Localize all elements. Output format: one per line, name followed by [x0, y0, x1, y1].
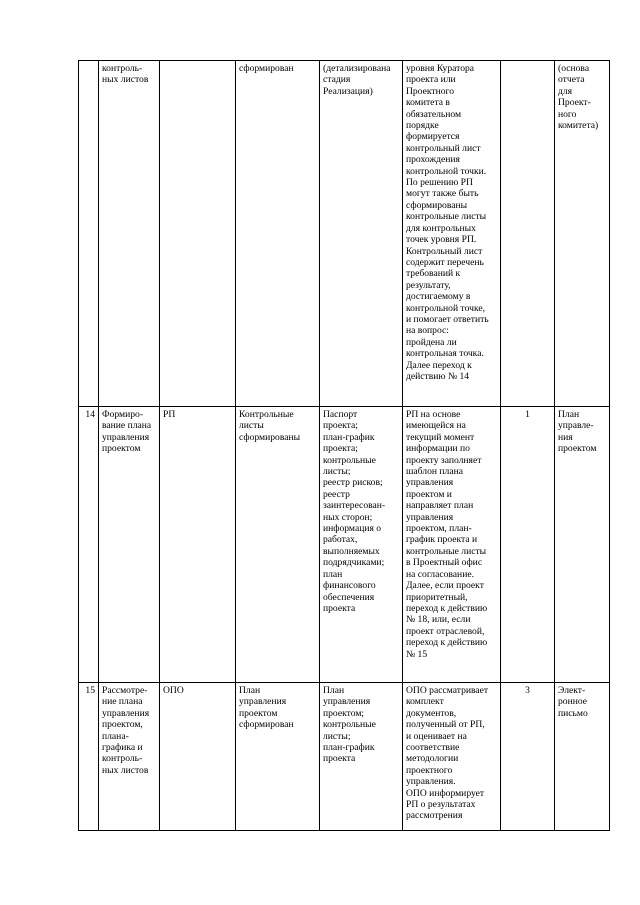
- cell-text-line: РП на основе: [406, 409, 461, 420]
- cell-text-line: обязательном: [406, 108, 462, 120]
- cell-text-line: РП о результатах: [406, 799, 476, 811]
- cell-text-line: ного: [558, 108, 577, 120]
- cell-text-line: заинтересован-: [323, 500, 386, 512]
- cell-text-line: для контрольных: [406, 222, 476, 234]
- cell-text-line: план-график: [323, 431, 375, 443]
- cell-text-line: ронное: [558, 696, 588, 708]
- cell-text-line: содержит перечень: [406, 256, 484, 268]
- cell-text-line: контрольные листы: [406, 211, 487, 223]
- cell-text-line: комитета в: [406, 97, 450, 109]
- cell-text-line: Далее, если проект: [406, 580, 484, 592]
- result-cell: [555, 683, 610, 831]
- cell-text-line: сформированы: [406, 199, 468, 211]
- cell-text-line: ных листов: [102, 764, 149, 776]
- cell-text-line: комитета): [558, 120, 599, 132]
- cell-text-line: Реализация): [323, 85, 373, 97]
- table-row: [79, 61, 610, 407]
- cell-text-line: действию № 14: [406, 370, 470, 382]
- cell-text-line: точек уровня РП.: [406, 234, 477, 246]
- cell-text-line: План: [558, 409, 580, 420]
- cell-text-line: № 15: [406, 648, 428, 660]
- cell-text-line: № 18, или, если: [406, 614, 471, 626]
- cell-text-line: для: [558, 85, 573, 97]
- cell-text-line: график проекта и: [406, 534, 478, 546]
- cell-text-line: ных листов: [102, 74, 149, 86]
- description-cell: [403, 61, 501, 407]
- row-number-cell: 15: [79, 683, 99, 831]
- cell-text-line: работах,: [323, 534, 358, 546]
- cell-text-line: стадия: [323, 74, 351, 86]
- cell-text-line: выполняемых: [323, 545, 380, 557]
- cell-text-line: уровня Куратора: [406, 63, 475, 74]
- cell-text-line: проектного: [406, 764, 453, 776]
- cell-text-line: сформирован: [239, 719, 294, 731]
- cell-text-line: (детализирована: [323, 63, 391, 74]
- cell-text-line: проектом: [239, 707, 278, 719]
- cell-text-line: ния: [558, 431, 573, 443]
- table-row: [79, 407, 610, 683]
- cell-text-line: контрольные: [323, 719, 376, 731]
- documents-cell: [320, 61, 403, 407]
- cell-text-line: проектом;: [323, 707, 365, 719]
- cell-text-line: шаблон плана: [406, 466, 463, 478]
- cell-text-line: на вопрос:: [406, 325, 449, 337]
- cell-text-line: листы;: [323, 730, 351, 742]
- step-name-cell: [99, 683, 160, 831]
- documents-cell: [320, 683, 403, 831]
- cell-text-line: информация о: [323, 523, 382, 535]
- cell-text-line: листы: [239, 420, 264, 432]
- trigger-cell: [236, 407, 320, 683]
- cell-text-line: отчета: [558, 74, 585, 86]
- cell-text-line: проекта;: [323, 443, 358, 455]
- cell-text-line: проекта или: [406, 74, 456, 86]
- result-cell: [555, 407, 610, 683]
- row-number-cell: 14: [79, 407, 99, 683]
- cell-text-line: соответствие: [406, 742, 460, 754]
- cell-text-line: проект отраслевой,: [406, 625, 485, 637]
- cell-text-line: вание плана: [102, 420, 152, 432]
- cell-text-line: план-график: [323, 742, 375, 754]
- cell-text-line: контрольной точке,: [406, 302, 486, 314]
- cell-text-line: текущий момент: [406, 431, 475, 443]
- cell-text-line: листы;: [323, 466, 351, 478]
- cell-text-line: достигаемому в: [406, 291, 471, 303]
- cell-text-line: проектом: [558, 443, 597, 455]
- cell-text-line: ние плана: [102, 696, 143, 708]
- cell-text-line: управления: [239, 696, 287, 708]
- cell-text-line: могут также быть: [406, 188, 479, 200]
- cell-text-line: сформирован: [239, 63, 294, 74]
- cell-text-line: документов,: [406, 707, 457, 719]
- cell-text-line: методологии: [406, 753, 459, 765]
- cell-text-line: проекта: [323, 753, 356, 765]
- cell-text-line: План: [323, 685, 345, 696]
- cell-text-line: переход к действию: [406, 637, 488, 649]
- duration-cell: [501, 61, 555, 407]
- cell-text-line: ных сторон;: [323, 511, 373, 523]
- cell-text-line: требований к: [406, 268, 461, 280]
- cell-text-line: Далее переход к: [406, 359, 472, 371]
- cell-text-line: управления.: [406, 776, 456, 788]
- cell-text-line: контрольные: [323, 454, 376, 466]
- cell-text-line: сформированы: [239, 431, 301, 443]
- cell-text-line: контрольная точка.: [406, 348, 484, 360]
- cell-text-line: ОПО информирует: [406, 787, 485, 799]
- cell-text-line: графика и: [102, 742, 143, 754]
- cell-text-line: план: [323, 568, 343, 580]
- cell-text-line: По решению РП: [406, 177, 473, 189]
- cell-text-line: и оценивает на: [406, 730, 467, 742]
- cell-text-line: реестр: [323, 488, 350, 500]
- cell-text-line: финансового: [323, 580, 376, 592]
- cell-text-line: проектом: [102, 443, 141, 455]
- cell-text-line: проекту заполняет: [406, 454, 482, 466]
- cell-text-line: ОПО: [163, 685, 184, 696]
- cell-text-line: формируется: [406, 131, 460, 143]
- cell-text-line: имеющейся на: [406, 420, 466, 432]
- cell-text-line: РП: [163, 409, 176, 420]
- cell-text-line: и помогает ответить: [406, 313, 489, 325]
- cell-text-line: (основа: [558, 63, 590, 74]
- cell-text-line: рассмотрения: [406, 810, 463, 822]
- cell-text-line: подрядчиками;: [323, 557, 385, 569]
- cell-text-line: ОПО рассматривает: [406, 685, 489, 696]
- cell-text-line: управления: [102, 431, 150, 443]
- duration-cell: 1: [501, 407, 555, 683]
- cell-text-line: письмо: [558, 707, 588, 719]
- cell-text-line: комплект: [406, 696, 444, 708]
- description-cell: [403, 683, 501, 831]
- cell-text-line: Проект-: [558, 97, 591, 109]
- cell-text-line: Контрольный лист: [406, 245, 483, 257]
- row-number-cell: [79, 61, 99, 407]
- cell-text-line: Проектного: [406, 85, 455, 97]
- actor-cell: [160, 407, 236, 683]
- cell-text-line: управления: [323, 696, 371, 708]
- result-cell: [555, 61, 610, 407]
- cell-text-line: реестр рисков;: [323, 477, 383, 489]
- duration-cell: 3: [501, 683, 555, 831]
- cell-text-line: пройдена ли: [406, 336, 457, 348]
- cell-text-line: проектом и: [406, 488, 452, 500]
- actor-cell: [160, 61, 236, 407]
- cell-text-line: полученный от РП,: [406, 719, 485, 731]
- cell-text-line: информации по: [406, 443, 470, 455]
- cell-text-line: контроль-: [102, 753, 143, 765]
- cell-text-line: в Проектный офис: [406, 557, 483, 569]
- cell-text-line: контроль-: [102, 63, 143, 74]
- cell-text-line: плана-: [102, 730, 129, 742]
- cell-text-line: результату,: [406, 279, 451, 291]
- cell-text-line: обеспечения: [323, 591, 375, 603]
- cell-text-line: проекта;: [323, 420, 358, 432]
- cell-text-line: Формиро-: [102, 409, 144, 420]
- cell-text-line: проектом, план-: [406, 523, 472, 535]
- cell-text-line: управления: [406, 511, 454, 523]
- trigger-cell: [236, 61, 320, 407]
- cell-text-line: Паспорт: [323, 409, 358, 420]
- table-row: [79, 683, 610, 831]
- cell-text-line: управления: [406, 477, 454, 489]
- cell-text-line: прохождения: [406, 154, 460, 166]
- trigger-cell: [236, 683, 320, 831]
- cell-text-line: контрольные листы: [406, 545, 487, 557]
- description-cell: [403, 407, 501, 683]
- cell-text-line: Контрольные: [239, 409, 294, 420]
- documents-cell: [320, 407, 403, 683]
- step-name-cell: [99, 61, 160, 407]
- cell-text-line: проекта: [323, 602, 356, 614]
- cell-text-line: порядке: [406, 120, 439, 132]
- cell-text-line: на согласование.: [406, 568, 474, 580]
- cell-text-line: управле-: [558, 420, 594, 432]
- cell-text-line: направляет план: [406, 500, 474, 512]
- cell-text-line: проектом,: [102, 719, 143, 731]
- cell-text-line: управления: [102, 707, 150, 719]
- cell-text-line: контрольной точки.: [406, 165, 487, 177]
- cell-text-line: приоритетный,: [406, 591, 468, 603]
- process-table: [78, 60, 610, 831]
- table-body: [79, 61, 610, 831]
- cell-text-line: контрольный лист: [406, 142, 481, 154]
- cell-text-line: Рассмотре-: [102, 685, 148, 696]
- cell-text-line: Элект-: [558, 685, 586, 696]
- cell-text-line: переход к действию: [406, 602, 488, 614]
- step-name-cell: [99, 407, 160, 683]
- actor-cell: [160, 683, 236, 831]
- cell-text-line: План: [239, 685, 261, 696]
